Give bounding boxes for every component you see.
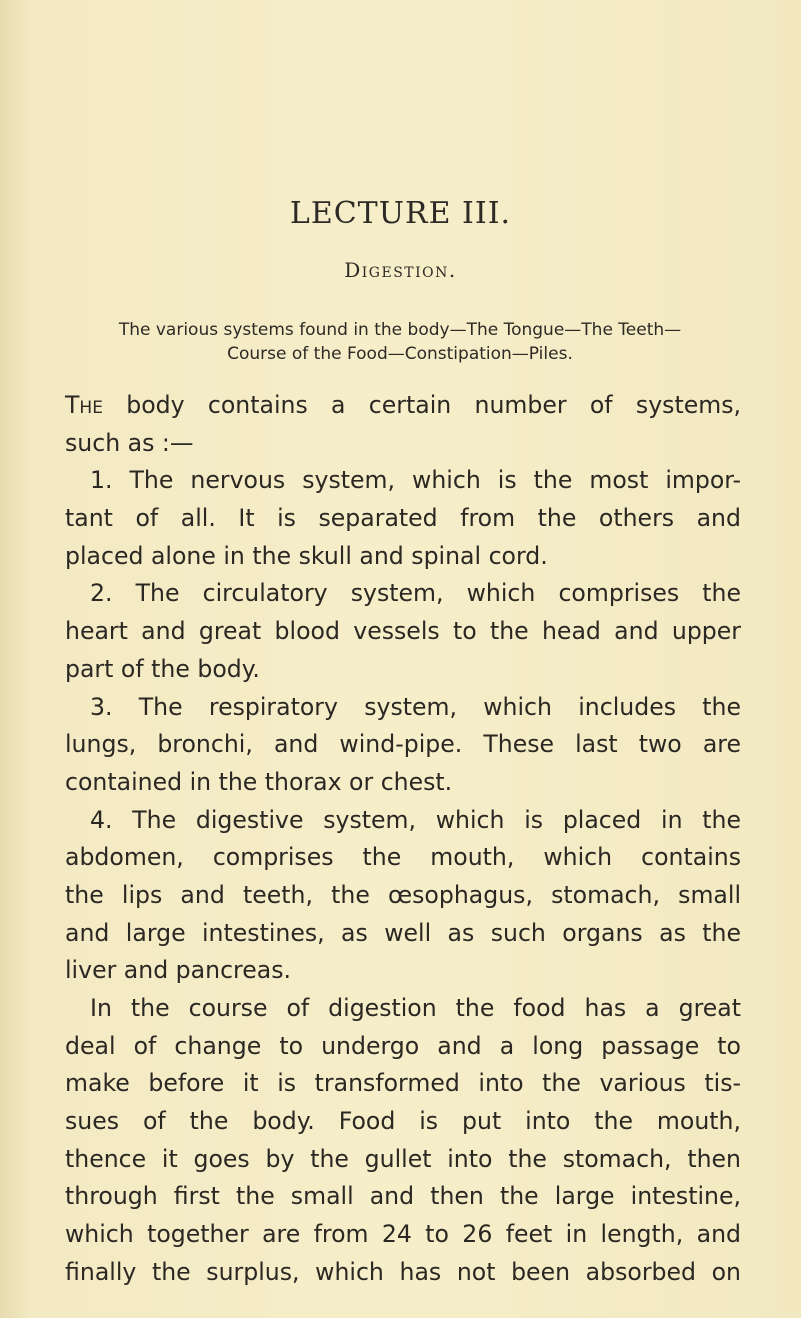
lecture-heading: LECTURE III. [289, 196, 512, 231]
body-text [65, 387, 741, 1292]
chapter-subject: Digestion. [344, 258, 457, 282]
summary-line: The various systems found in the body—The Tongue—The Teeth— [118, 320, 682, 340]
text-line: finally the surplus, which has not been absorbed on [65, 1257, 741, 1286]
text-line: 3. The respiratory system, which includes the [90, 692, 741, 721]
text-line: lungs, bronchi, and wind-pipe. These last two are [65, 730, 741, 759]
chapter-summary [38, 318, 762, 366]
text-line: and large intestines, as well as such organs as the [65, 918, 741, 947]
text-line: 2. The circulatory system, which comprises the [90, 579, 741, 608]
text-line: thence it goes by the gullet into the stomach, then [65, 1144, 741, 1173]
text-fragment: body contains a certain number of systems, [102, 391, 741, 419]
text-line: In the course of digestion the food has a great [90, 994, 741, 1022]
text-line: tant of all. It is separated from the others and [65, 504, 741, 533]
summary-line: Course of the Food—Constipation—Piles. [227, 344, 573, 364]
text-line: part of the body. [65, 654, 260, 683]
text-line: through first the small and then the large intestine, [65, 1182, 741, 1211]
text-line: 1. The nervous system, which is the most impor- [90, 466, 741, 495]
text-line: deal of change to undergo and a long passage to [65, 1031, 741, 1060]
text-line: heart and great blood vessels to the head and upper [65, 617, 741, 646]
text-line: 4. The digestive system, which is placed in the [90, 805, 741, 834]
text-line: the lips and teeth, the œsophagus, stomach, small [65, 880, 741, 909]
text-line: which together are from 24 to 26 feet in length, and [65, 1220, 741, 1249]
text-line: contained in the thorax or chest. [65, 767, 453, 796]
opening-word: The [65, 391, 103, 419]
text-line [65, 387, 741, 425]
text-line: placed alone in the skull and spinal cord. [65, 541, 548, 570]
text-line: abdomen, comprises the mouth, which contains [65, 843, 741, 872]
text-line: liver and pancreas. [65, 956, 291, 985]
text-line: sues of the body. Food is put into the mouth, [65, 1107, 741, 1136]
text-line: make before it is transformed into the various tis- [65, 1069, 741, 1098]
text-line: such as :— [65, 428, 194, 457]
